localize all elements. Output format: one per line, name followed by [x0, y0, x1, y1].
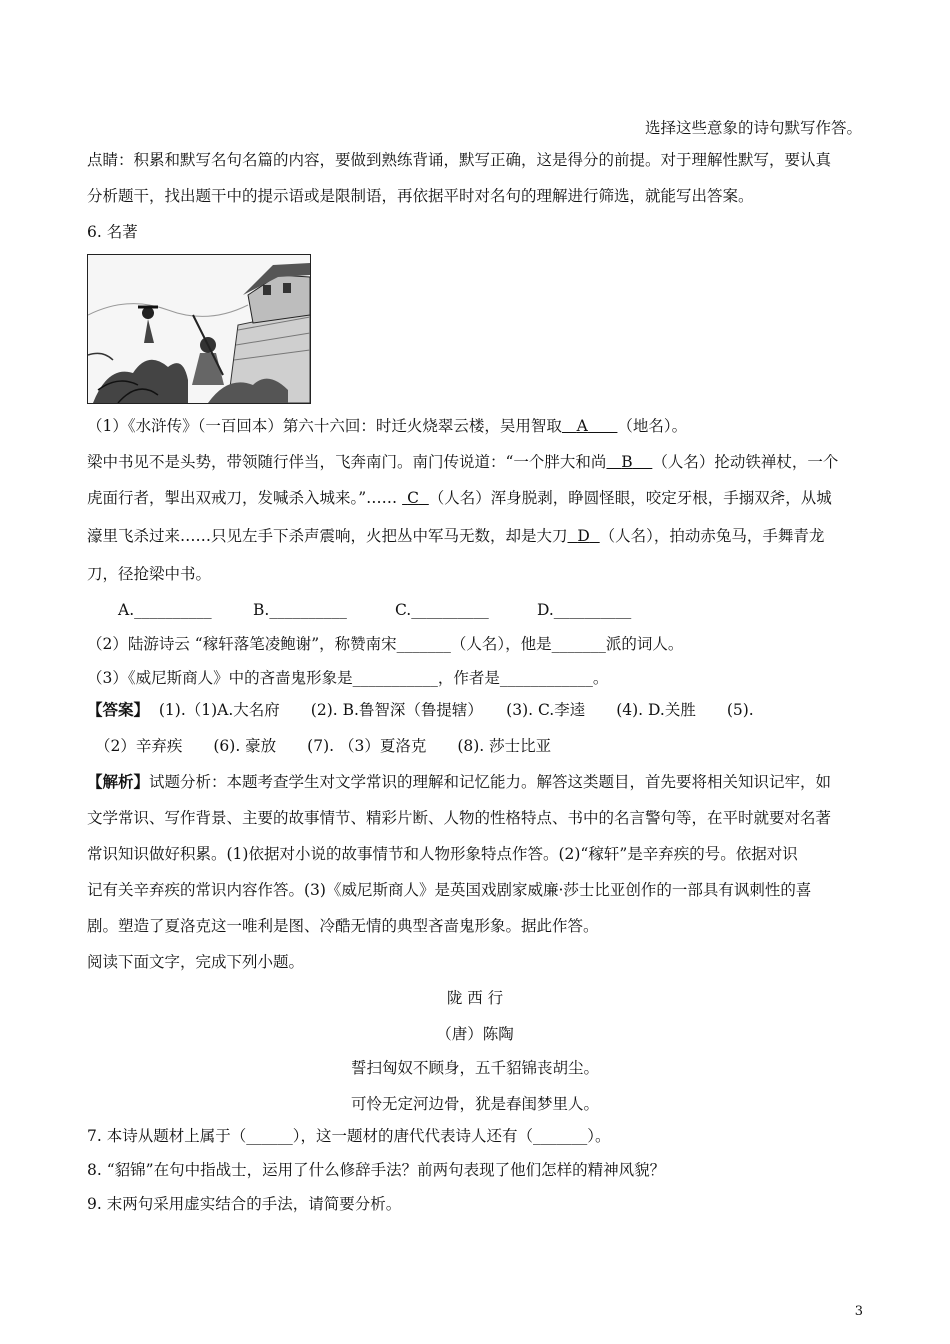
tip-line-2: 分析题干，找出题干中的提示语或是限制语，再依据平时对名句的理解进行筛选，就能写出答案。: [87, 187, 754, 205]
q6-passage-line-5: 刀，径抢梁中书。: [87, 565, 212, 583]
q6-p2-text-a: 梁中书见不是头势，带领随行伴当，飞奔南门。南门传说道：“一个胖大和尚: [87, 453, 607, 471]
q6-part2: （2）陆游诗云 “稼轩落笔凌鲍谢”，称赞南宋_______（人名），他是_______派的词人。: [87, 635, 684, 653]
blank-d-answer: D: [577, 527, 590, 545]
analysis-label: 【解析】: [87, 772, 150, 791]
illustration-drawing: [88, 255, 310, 403]
q6-passage-line-4: [87, 526, 824, 546]
reading-instruction: 阅读下面文字，完成下列小题。: [87, 953, 305, 971]
illustration-image: [87, 254, 311, 404]
q6-p3-text-b: （人名）浑身脱剥，睁圆怪眼，咬定牙根，手搦双斧，从城: [428, 489, 832, 507]
option-b: B.__________: [253, 601, 347, 619]
poem-line-1: 誓扫匈奴不顾身，五千貂锦丧胡尘。: [350, 1059, 599, 1077]
poem-line-2: 可怜无定河边骨，犹是春闺梦里人。: [350, 1095, 599, 1113]
page-number: 3: [854, 1304, 863, 1319]
question-7: 7. 本诗从题材上属于（______），这一题材的唐代代表诗人还有（_______）。: [87, 1127, 611, 1145]
q6-passage-line-2: [87, 452, 838, 472]
option-a: A.__________: [118, 601, 212, 619]
blank-b-answer: B: [621, 453, 633, 471]
blank-c: [402, 489, 429, 507]
intro-tail: 选择这些意象的诗句默写作答。: [644, 119, 862, 137]
blank-c-answer: C: [407, 489, 419, 507]
q6-p1-text-a: （1）《水浒传》（一百回本）第六十六回：时迁火烧翠云楼，吴用智取: [87, 417, 562, 435]
analysis-line-3: 常识知识做好积累。(1)依据对小说的故事情节和人物形象特点作答。(2)“稼轩”是辛弃疾的号。依据对识: [87, 845, 798, 863]
blank-b: [606, 453, 652, 471]
option-d: D.__________: [537, 601, 632, 619]
q6-p2-text-b: （人名）抡动铁禅杖，一个: [652, 453, 839, 471]
question-9: 9. 末两句采用虚实结合的手法，请简要分析。: [87, 1195, 402, 1213]
poem-title: 陇 西 行: [446, 989, 504, 1007]
analysis-text-1: 试题分析：本题考查学生对文学常识的理解和记忆能力。解答这类题目，首先要将相关知识记牢，如: [149, 773, 832, 791]
answer-line-2: （2）辛弃疾 (6). 豪放 (7). （3）夏洛克 (8). 莎士比亚: [95, 737, 552, 755]
q6-p4-text-b: （人名），拍动赤兔马，手舞青龙: [599, 527, 825, 545]
answer-label: 【答案】: [87, 700, 150, 719]
blank-a: [562, 417, 618, 435]
analysis-line-2: 文学常识、写作背景、主要的故事情节、精彩片断、人物的性格特点、书中的名言警句等，在平时就要对名著: [87, 809, 832, 827]
blank-a-answer: A: [576, 417, 588, 435]
question-8: 8. “貂锦”在句中指战士，运用了什么修辞手法？前两句表现了他们怎样的精神风貌？: [87, 1161, 666, 1179]
tip-line-1: 点睛：积累和默写名句名篇的内容，要做到熟练背诵，默写正确，这是得分的前提。对于理解性默写，要认真: [87, 151, 832, 169]
q6-p3-text: 虎面行者，掣出双戒刀，发喊杀入城来。”……: [87, 489, 398, 507]
q6-p4-text-a: 濠里飞杀过来……只见左手下杀声震响，火把丛中军马无数，却是大刀: [87, 527, 568, 545]
question-6-title: 6. 名著: [87, 223, 138, 241]
poem-author: （唐）陈陶: [436, 1025, 514, 1043]
q6-passage-line-3: [87, 488, 832, 508]
analysis-line-4: 记有关辛弃疾的常识内容作答。(3)《威尼斯商人》是英国戏剧家威廉·莎士比亚创作的一部具有讽刺性的喜: [87, 881, 812, 899]
analysis-line-5: 剧。塑造了夏洛克这一唯利是图、冷酷无情的典型吝啬鬼形象。据此作答。: [87, 917, 599, 935]
analysis-line-1: [87, 772, 831, 792]
q6-part1-line: [87, 416, 687, 436]
answer-line-1: [87, 700, 754, 720]
q6-p1-text-b: （地名）。: [617, 417, 688, 435]
answer-text-1: (1).（1)A.大名府 (2). B.鲁智深（鲁提辖） (3). C.李逵 (4). D.关胜 (5).: [158, 701, 754, 719]
option-c: C.__________: [395, 601, 489, 619]
blank-d: [568, 527, 600, 545]
q6-part3: （3）《威尼斯商人》中的吝啬鬼形象是___________，作者是____________。: [87, 669, 609, 687]
